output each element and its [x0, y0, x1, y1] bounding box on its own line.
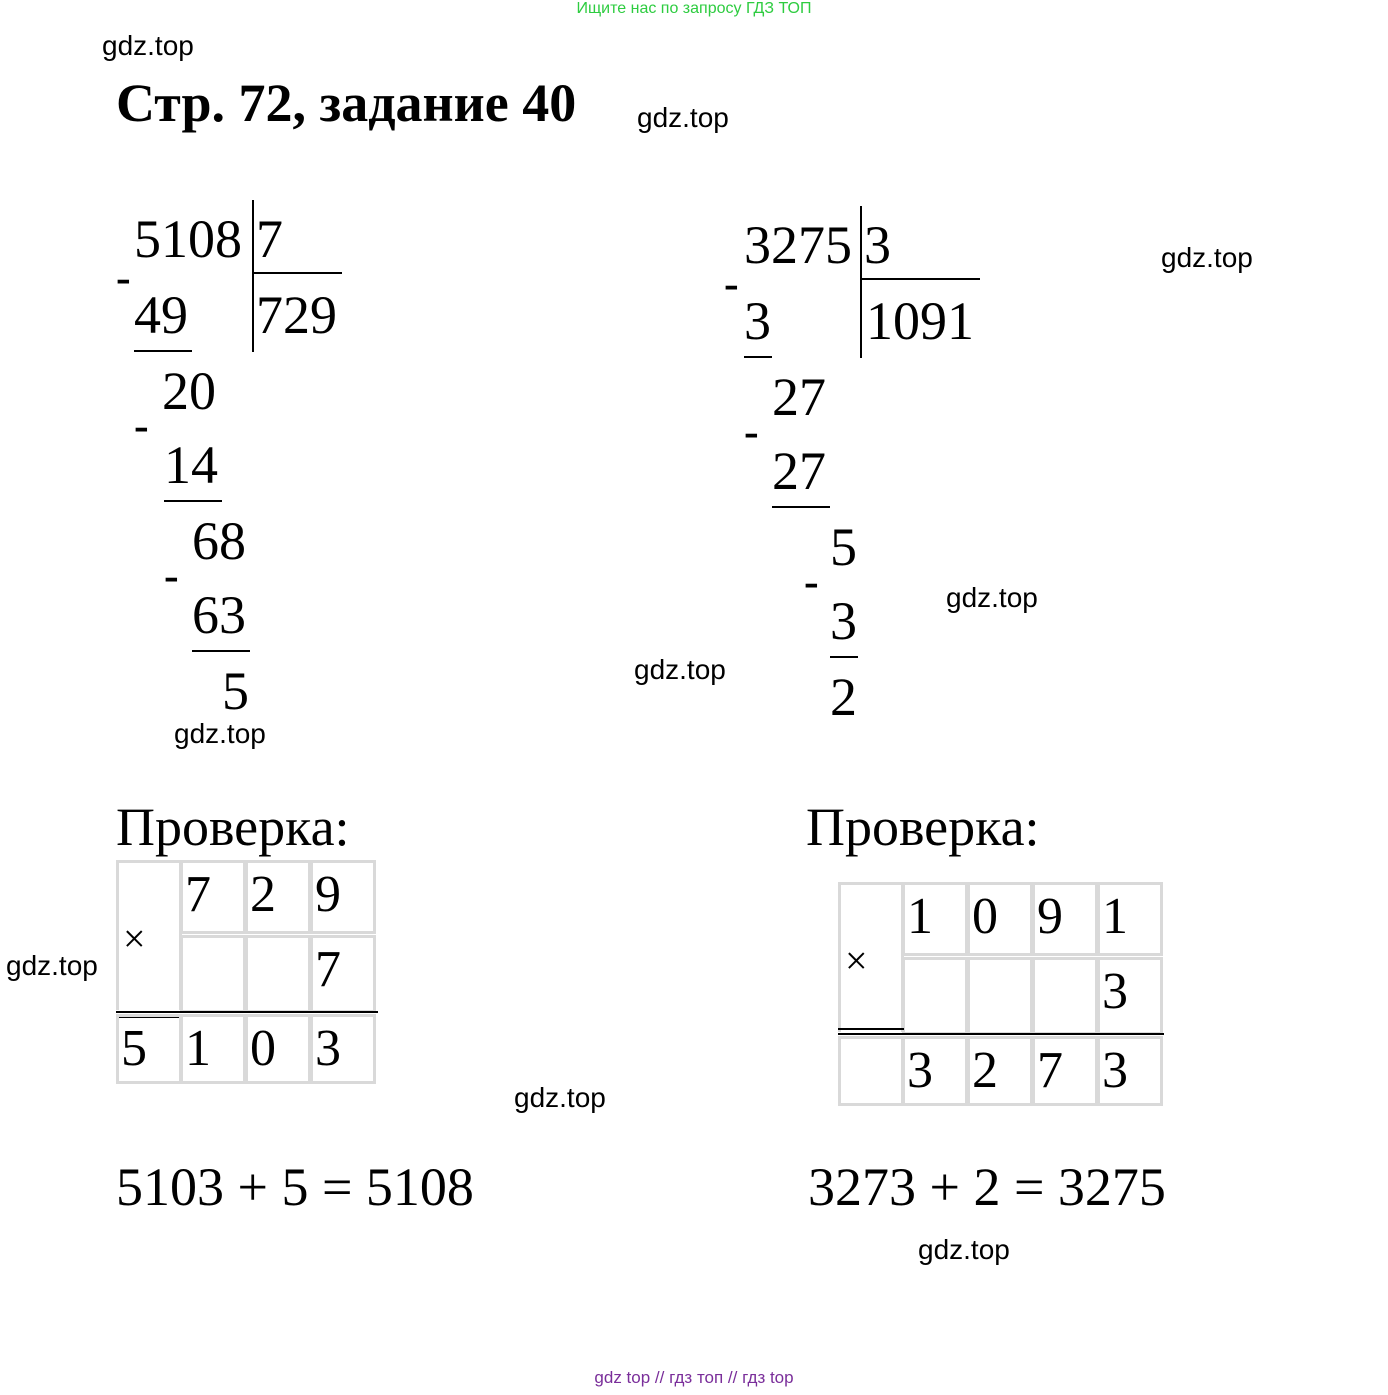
watermark: gdz.top — [946, 582, 1038, 613]
grid-cell-operator — [116, 860, 182, 1010]
minus-sign: - — [744, 407, 759, 456]
division-vertical-bar — [860, 206, 862, 358]
step-remainder: 5 — [830, 517, 857, 577]
grid-cell: 7 — [180, 860, 246, 934]
remainder-equation: 3273 + 2 = 3275 — [808, 1157, 1166, 1217]
product-line-double — [838, 1028, 904, 1030]
grid-cell — [245, 935, 311, 1013]
watermark: gdz.top — [6, 950, 98, 981]
grid-cell: 5 — [116, 1014, 182, 1084]
search-banner: Ищите нас по запросу ГДЗ ТОП — [576, 0, 812, 17]
step-remainder: 27 — [772, 367, 826, 427]
step-underline — [744, 356, 772, 358]
product-line — [838, 1033, 1164, 1035]
grid-cell: 7 — [1032, 1036, 1098, 1106]
grid-cell: 7 — [310, 935, 376, 1013]
minus-sign: - — [804, 557, 819, 606]
grid-cell — [967, 957, 1033, 1035]
step-subtrahend: 3 — [830, 591, 857, 651]
watermark: gdz.top — [1161, 242, 1253, 273]
step-remainder: 68 — [192, 511, 246, 571]
divisor: 3 — [864, 215, 891, 275]
watermark: gdz.top — [174, 718, 266, 749]
step-subtrahend: 14 — [164, 435, 218, 495]
multiply-sign: × — [123, 916, 146, 961]
step-remainder: 20 — [162, 361, 216, 421]
grid-cell — [180, 935, 246, 1013]
grid-cell — [838, 1036, 904, 1106]
grid-cell: 0 — [967, 882, 1033, 956]
divisor-underline — [860, 278, 980, 280]
quotient: 1091 — [866, 291, 974, 351]
step-subtrahend: 63 — [192, 585, 246, 645]
grid-cell: 3 — [902, 1036, 968, 1106]
watermark: gdz.top — [634, 654, 726, 685]
check-label: Проверка: — [116, 797, 350, 857]
grid-cell: 3 — [1097, 957, 1163, 1035]
grid-cell-operator — [838, 882, 904, 1032]
multiply-sign: × — [845, 938, 868, 983]
grid-cell — [1032, 957, 1098, 1035]
watermark: gdz.top — [102, 30, 194, 61]
dividend: 5108 — [134, 209, 242, 269]
remainder-equation: 5103 + 5 = 5108 — [116, 1157, 474, 1217]
step-underline — [772, 506, 830, 508]
final-remainder: 5 — [222, 661, 249, 721]
check-label: Проверка: — [806, 797, 1040, 857]
final-remainder: 2 — [830, 667, 857, 727]
grid-cell: 2 — [967, 1036, 1033, 1106]
watermark: gdz.top — [918, 1234, 1010, 1265]
step-underline — [830, 656, 858, 658]
grid-cell: 0 — [245, 1014, 311, 1084]
grid-cell: 3 — [1097, 1036, 1163, 1106]
product-line — [116, 1011, 378, 1013]
grid-cell — [902, 957, 968, 1035]
footer-links: gdz top // гдз топ // гдз top — [594, 1368, 794, 1387]
minus-sign: - — [724, 259, 739, 308]
step-subtrahend: 3 — [744, 291, 771, 351]
grid-cell: 9 — [1032, 882, 1098, 956]
divisor: 7 — [256, 209, 283, 269]
grid-cell: 2 — [245, 860, 311, 934]
minus-sign: - — [164, 551, 179, 600]
grid-cell: 9 — [310, 860, 376, 934]
division-vertical-bar — [252, 200, 254, 352]
step-subtrahend: 27 — [772, 441, 826, 501]
minus-sign: - — [134, 401, 149, 450]
grid-cell: 1 — [1097, 882, 1163, 956]
step-underline — [192, 650, 250, 652]
page-title: Стр. 72, задание 40 — [116, 73, 577, 133]
minus-sign: - — [116, 253, 131, 302]
dividend: 3275 — [744, 215, 852, 275]
step-subtrahend: 49 — [134, 285, 188, 345]
watermark: gdz.top — [514, 1082, 606, 1113]
grid-cell: 1 — [180, 1014, 246, 1084]
divisor-underline — [252, 272, 342, 274]
quotient: 729 — [256, 285, 337, 345]
step-underline — [164, 500, 222, 502]
step-underline — [134, 350, 192, 352]
watermark: gdz.top — [637, 102, 729, 133]
grid-cell: 1 — [902, 882, 968, 956]
grid-cell: 3 — [310, 1014, 376, 1084]
